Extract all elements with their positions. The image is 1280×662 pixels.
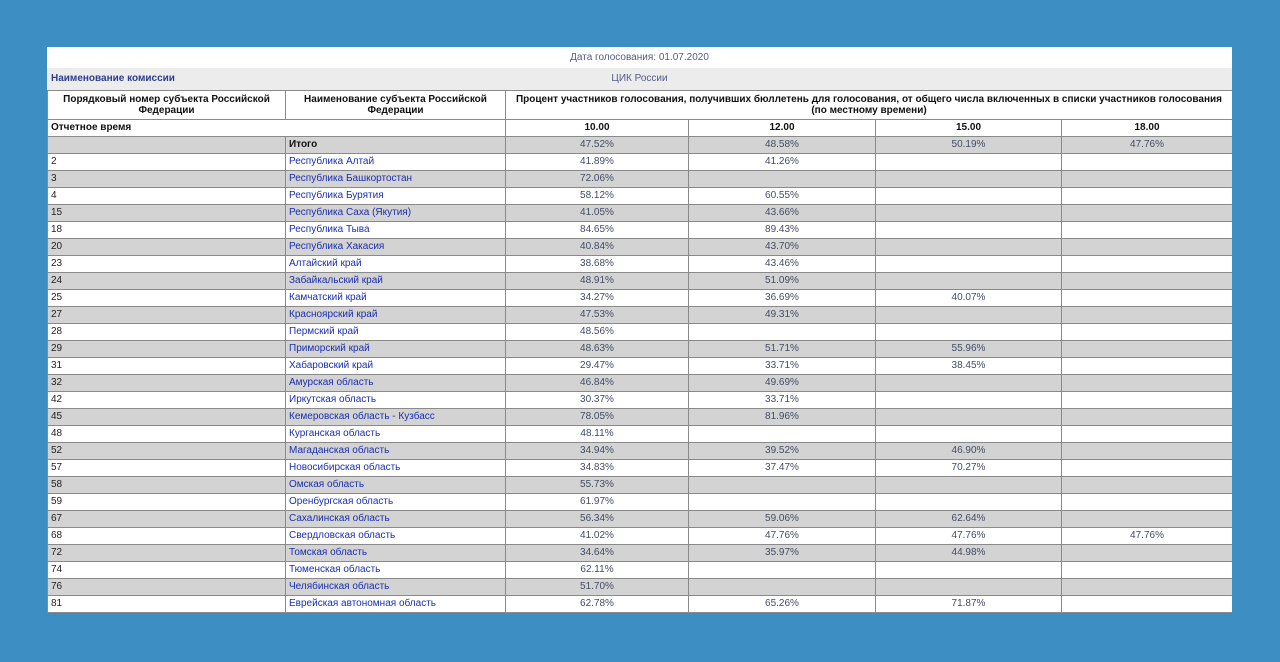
turnout-percent <box>1062 375 1233 392</box>
turnout-percent <box>1062 392 1233 409</box>
turnout-percent: 58.12% <box>506 188 689 205</box>
table-row <box>48 358 1233 375</box>
region-number: 31 <box>48 358 286 375</box>
turnout-percent: 41.05% <box>506 205 689 222</box>
time-header: 12.00 <box>689 120 876 137</box>
turnout-percent: 41.02% <box>506 528 689 545</box>
turnout-percent: 47.53% <box>506 307 689 324</box>
turnout-percent: 51.71% <box>689 341 876 358</box>
table-row <box>48 494 1233 511</box>
region-number: 3 <box>48 171 286 188</box>
turnout-percent: 33.71% <box>689 392 876 409</box>
turnout-percent: 37.47% <box>689 460 876 477</box>
turnout-percent: 56.34% <box>506 511 689 528</box>
col-header-num: Порядковый номер субъекта Российской Федерации <box>48 91 286 120</box>
commission-value: ЦИК России <box>611 73 668 84</box>
region-link[interactable]: Республика Хакасия <box>286 239 506 256</box>
region-number: 2 <box>48 154 286 171</box>
turnout-percent <box>1062 341 1233 358</box>
turnout-percent <box>876 154 1062 171</box>
turnout-percent: 35.97% <box>689 545 876 562</box>
turnout-percent: 43.66% <box>689 205 876 222</box>
turnout-percent <box>1062 409 1233 426</box>
table-row <box>48 324 1233 341</box>
report-time-row <box>48 120 1233 137</box>
report-time-label: Отчетное время <box>48 120 506 137</box>
table-row <box>48 579 1233 596</box>
turnout-percent: 60.55% <box>689 188 876 205</box>
turnout-percent: 48.58% <box>689 137 876 154</box>
turnout-percent: 34.94% <box>506 443 689 460</box>
table-row <box>48 426 1233 443</box>
turnout-percent: 39.52% <box>689 443 876 460</box>
turnout-percent <box>876 273 1062 290</box>
turnout-percent: 61.97% <box>506 494 689 511</box>
turnout-percent: 44.98% <box>876 545 1062 562</box>
table-row <box>48 528 1233 545</box>
turnout-percent <box>689 494 876 511</box>
time-header: 18.00 <box>1062 120 1233 137</box>
turnout-percent: 55.73% <box>506 477 689 494</box>
turnout-percent <box>1062 579 1233 596</box>
region-link[interactable]: Пермский край <box>286 324 506 341</box>
table-row <box>48 273 1233 290</box>
turnout-percent: 30.37% <box>506 392 689 409</box>
table-row <box>48 596 1233 613</box>
region-link[interactable]: Камчатский край <box>286 290 506 307</box>
turnout-percent <box>1062 562 1233 579</box>
table-row <box>48 290 1233 307</box>
table-row <box>48 171 1233 188</box>
turnout-percent: 47.76% <box>1062 137 1233 154</box>
turnout-percent <box>1062 171 1233 188</box>
table-row <box>48 409 1233 426</box>
region-number: 57 <box>48 460 286 477</box>
region-link[interactable]: Омская область <box>286 477 506 494</box>
table-row <box>48 511 1233 528</box>
turnout-percent <box>1062 154 1233 171</box>
region-link[interactable]: Кемеровская область - Кузбасс <box>286 409 506 426</box>
table-row <box>48 341 1233 358</box>
turnout-percent: 36.69% <box>689 290 876 307</box>
region-number: 58 <box>48 477 286 494</box>
time-header: 15.00 <box>876 120 1062 137</box>
turnout-percent <box>876 188 1062 205</box>
turnout-percent: 51.70% <box>506 579 689 596</box>
region-number: 27 <box>48 307 286 324</box>
region-link[interactable]: Курганская область <box>286 426 506 443</box>
turnout-percent <box>876 579 1062 596</box>
turnout-percent: 38.68% <box>506 256 689 273</box>
region-link[interactable]: Иркутская область <box>286 392 506 409</box>
turnout-percent <box>876 222 1062 239</box>
turnout-percent <box>1062 460 1233 477</box>
region-number: 4 <box>48 188 286 205</box>
turnout-percent: 47.76% <box>689 528 876 545</box>
region-link[interactable]: Еврейская автономная область <box>286 596 506 613</box>
turnout-percent: 29.47% <box>506 358 689 375</box>
turnout-percent <box>1062 273 1233 290</box>
turnout-percent: 41.26% <box>689 154 876 171</box>
table-row <box>48 188 1233 205</box>
turnout-percent: 70.27% <box>876 460 1062 477</box>
region-number: 18 <box>48 222 286 239</box>
turnout-percent <box>876 409 1062 426</box>
turnout-percent <box>876 562 1062 579</box>
region-link[interactable]: Тюменская область <box>286 562 506 579</box>
turnout-percent <box>876 239 1062 256</box>
turnout-percent <box>1062 358 1233 375</box>
turnout-percent: 34.27% <box>506 290 689 307</box>
turnout-percent: 47.76% <box>1062 528 1233 545</box>
turnout-percent <box>876 205 1062 222</box>
turnout-percent <box>1062 222 1233 239</box>
time-header: 10.00 <box>506 120 689 137</box>
turnout-percent: 43.70% <box>689 239 876 256</box>
region-number: 81 <box>48 596 286 613</box>
region-number: 32 <box>48 375 286 392</box>
turnout-percent: 34.83% <box>506 460 689 477</box>
turnout-percent: 65.26% <box>689 596 876 613</box>
table-row <box>48 545 1233 562</box>
region-link[interactable]: Красноярский край <box>286 307 506 324</box>
region-link[interactable]: Республика Саха (Якутия) <box>286 205 506 222</box>
turnout-percent: 49.31% <box>689 307 876 324</box>
turnout-percent <box>1062 426 1233 443</box>
region-number: 59 <box>48 494 286 511</box>
turnout-percent <box>1062 443 1233 460</box>
voting-date-label: Дата голосования: <box>570 52 657 63</box>
turnout-percent <box>689 426 876 443</box>
turnout-percent <box>1062 205 1233 222</box>
region-link[interactable]: Республика Тыва <box>286 222 506 239</box>
turnout-percent <box>689 171 876 188</box>
table-row <box>48 256 1233 273</box>
region-link[interactable]: Республика Бурятия <box>286 188 506 205</box>
region-number: 72 <box>48 545 286 562</box>
turnout-percent <box>1062 324 1233 341</box>
turnout-percent: 49.69% <box>689 375 876 392</box>
region-number: 28 <box>48 324 286 341</box>
region-number: 68 <box>48 528 286 545</box>
turnout-percent: 51.09% <box>689 273 876 290</box>
table-row <box>48 375 1233 392</box>
turnout-percent: 50.19% <box>876 137 1062 154</box>
region-number: 76 <box>48 579 286 596</box>
region-number: 74 <box>48 562 286 579</box>
turnout-percent: 84.65% <box>506 222 689 239</box>
region-link[interactable]: Республика Алтай <box>286 154 506 171</box>
voting-date-value: 01.07.2020 <box>658 52 709 63</box>
voting-date <box>47 47 1232 68</box>
turnout-percent <box>876 375 1062 392</box>
turnout-percent: 46.90% <box>876 443 1062 460</box>
turnout-percent: 59.06% <box>689 511 876 528</box>
region-number: 45 <box>48 409 286 426</box>
region-link[interactable]: Хабаровский край <box>286 358 506 375</box>
turnout-percent <box>689 477 876 494</box>
turnout-percent <box>876 426 1062 443</box>
turnout-percent <box>1062 188 1233 205</box>
turnout-table <box>47 90 1232 613</box>
turnout-percent <box>1062 307 1233 324</box>
total-label: Итого <box>286 137 506 154</box>
turnout-percent: 47.52% <box>506 137 689 154</box>
table-row <box>48 154 1233 171</box>
table-row <box>48 477 1233 494</box>
turnout-percent <box>689 562 876 579</box>
turnout-percent: 47.76% <box>876 528 1062 545</box>
commission-label: Наименование комиссии <box>51 73 175 84</box>
turnout-percent <box>1062 477 1233 494</box>
commission-row <box>47 68 1232 90</box>
turnout-percent <box>876 494 1062 511</box>
table-row <box>48 562 1233 579</box>
turnout-percent: 71.87% <box>876 596 1062 613</box>
turnout-percent <box>1062 596 1233 613</box>
turnout-percent <box>876 392 1062 409</box>
region-number: 20 <box>48 239 286 256</box>
region-link[interactable]: Амурская область <box>286 375 506 392</box>
turnout-percent <box>876 324 1062 341</box>
turnout-percent: 48.56% <box>506 324 689 341</box>
turnout-percent <box>689 579 876 596</box>
region-link[interactable]: Магаданская область <box>286 443 506 460</box>
region-number: 25 <box>48 290 286 307</box>
region-link[interactable]: Забайкальский край <box>286 273 506 290</box>
turnout-percent: 34.64% <box>506 545 689 562</box>
turnout-percent <box>1062 256 1233 273</box>
turnout-percent <box>876 307 1062 324</box>
turnout-percent <box>1062 494 1233 511</box>
turnout-percent: 33.71% <box>689 358 876 375</box>
turnout-percent: 89.43% <box>689 222 876 239</box>
table-row <box>48 222 1233 239</box>
region-link[interactable]: Челябинская область <box>286 579 506 596</box>
region-link[interactable]: Республика Башкортостан <box>286 171 506 188</box>
region-link[interactable]: Свердловская область <box>286 528 506 545</box>
region-number: 52 <box>48 443 286 460</box>
table-row <box>48 460 1233 477</box>
region-number: 23 <box>48 256 286 273</box>
region-number: 24 <box>48 273 286 290</box>
region-number <box>48 137 286 154</box>
turnout-percent: 62.64% <box>876 511 1062 528</box>
turnout-percent: 78.05% <box>506 409 689 426</box>
table-row <box>48 443 1233 460</box>
turnout-percent: 40.07% <box>876 290 1062 307</box>
region-number: 67 <box>48 511 286 528</box>
turnout-percent: 81.96% <box>689 409 876 426</box>
table-row <box>48 392 1233 409</box>
table-row <box>48 205 1233 222</box>
turnout-percent: 72.06% <box>506 171 689 188</box>
region-link[interactable]: Томская область <box>286 545 506 562</box>
turnout-percent <box>689 324 876 341</box>
turnout-percent <box>876 256 1062 273</box>
turnout-percent: 48.91% <box>506 273 689 290</box>
turnout-percent: 43.46% <box>689 256 876 273</box>
total-row <box>48 137 1233 154</box>
turnout-percent <box>1062 545 1233 562</box>
turnout-percent: 48.11% <box>506 426 689 443</box>
turnout-percent <box>876 477 1062 494</box>
region-number: 48 <box>48 426 286 443</box>
turnout-percent <box>1062 290 1233 307</box>
region-number: 15 <box>48 205 286 222</box>
col-header-pct: Процент участников голосования, получивших бюллетень для голосования, от общего числа включенных в списки участников голосования (по местному времени) <box>506 91 1233 120</box>
region-link[interactable]: Новосибирская область <box>286 460 506 477</box>
turnout-percent: 55.96% <box>876 341 1062 358</box>
results-page <box>47 47 1232 613</box>
region-link[interactable]: Алтайский край <box>286 256 506 273</box>
turnout-percent: 38.45% <box>876 358 1062 375</box>
table-row <box>48 307 1233 324</box>
turnout-percent: 62.78% <box>506 596 689 613</box>
turnout-percent <box>1062 511 1233 528</box>
turnout-percent: 46.84% <box>506 375 689 392</box>
region-link[interactable]: Оренбургская область <box>286 494 506 511</box>
turnout-percent: 48.63% <box>506 341 689 358</box>
turnout-percent: 41.89% <box>506 154 689 171</box>
turnout-percent <box>876 171 1062 188</box>
region-number: 42 <box>48 392 286 409</box>
col-header-name: Наименование субъекта Российской Федерации <box>286 91 506 120</box>
region-link[interactable]: Приморский край <box>286 341 506 358</box>
turnout-percent <box>1062 239 1233 256</box>
region-link[interactable]: Сахалинская область <box>286 511 506 528</box>
region-number: 29 <box>48 341 286 358</box>
turnout-percent: 62.11% <box>506 562 689 579</box>
table-row <box>48 239 1233 256</box>
turnout-percent: 40.84% <box>506 239 689 256</box>
